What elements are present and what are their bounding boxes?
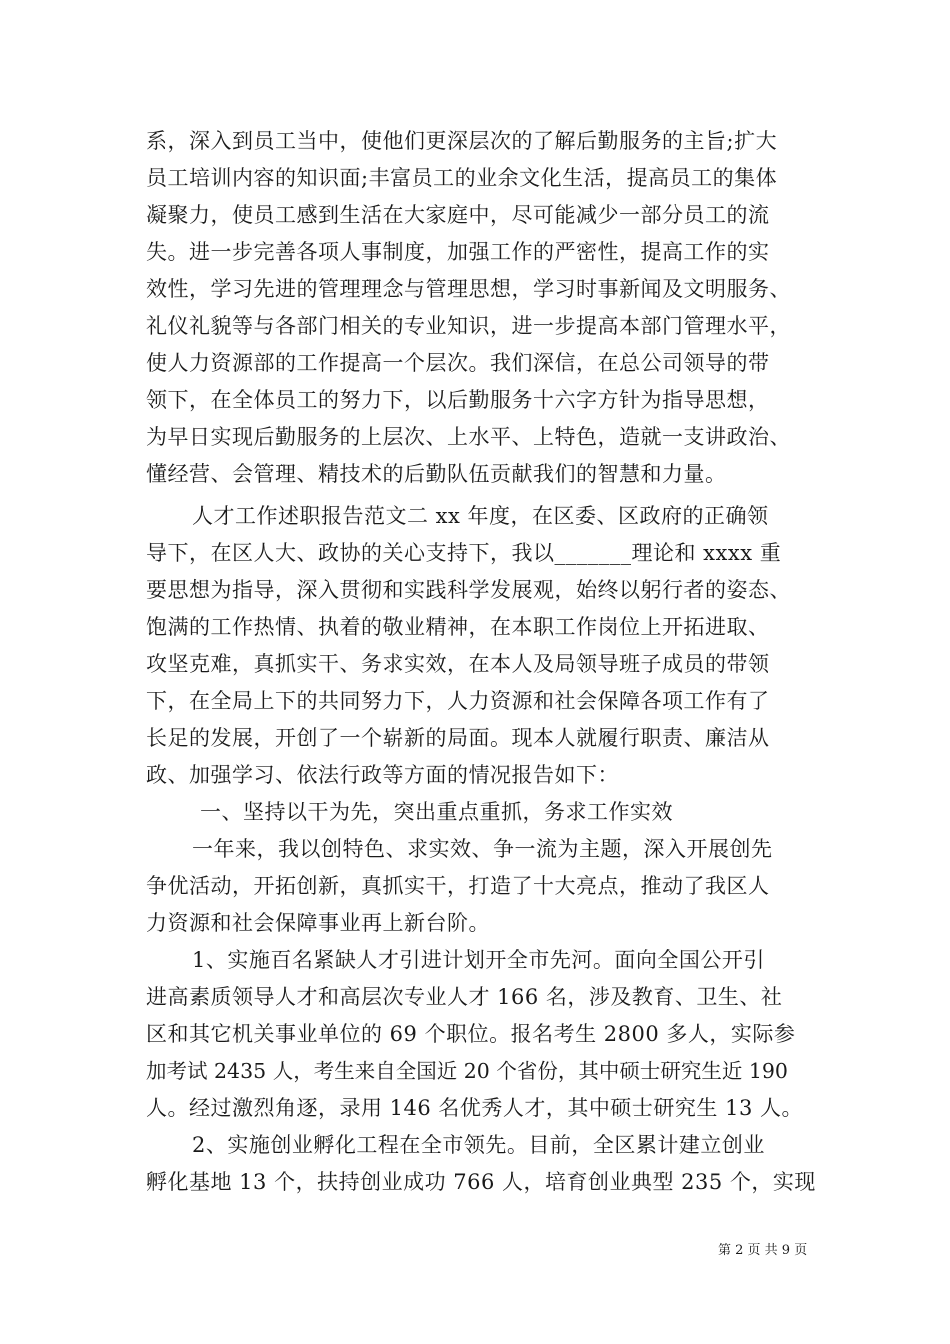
text-line: 懂经营、会管理、精技术的后勤队伍贡献我们的智慧和力量。: [146, 462, 727, 486]
text-line: 领下，在全体员工的努力下，以后勤服务十六字方针为指导思想，: [146, 388, 770, 412]
text-line: 一年来，我以创特色、求实效、争一流为主题，深入开展创先: [192, 837, 773, 861]
text-line: 失。进一步完善各项人事制度，加强工作的严密性，提高工作的实: [146, 240, 770, 264]
text-line: 攻坚克难，真抓实干、务求实效，在本人及局领导班子成员的带领: [146, 652, 770, 676]
text-line: 礼仪礼貌等与各部门相关的专业知识，进一步提高本部门管理水平，: [146, 314, 791, 338]
text-line: 区和其它机关事业单位的 69 个职位。报名考生 2800 多人，实际参: [146, 1022, 796, 1046]
text-line: 加考试 2435 人，考生来自全国近 20 个省份，其中硕士研究生近 190: [146, 1059, 788, 1083]
text-line: 政、加强学习、依法行政等方面的情况报告如下：: [146, 763, 619, 787]
section-heading: 一、坚持以干为先，突出重点重抓，务求工作实效: [200, 800, 673, 824]
text-line: 力资源和社会保障事业再上新台阶。: [146, 911, 490, 935]
text-line: 进高素质领导人才和高层次专业人才 166 名，涉及教育、卫生、社: [146, 985, 783, 1009]
text-line: 孵化基地 13 个，扶持创业成功 766 人，培育创业典型 235 个，实现: [146, 1170, 816, 1194]
page-number-footer: 第 2 页 共 9 页: [718, 1243, 808, 1258]
text-line: 员工培训内容的知识面;丰富员工的业余文化生活，提高员工的集体: [146, 166, 778, 190]
text-line: 为早日实现后勤服务的上层次、上水平、上特色，造就一支讲政治、: [146, 425, 791, 449]
text-line: 争优活动，开拓创新，真抓实干，打造了十大亮点，推动了我区人: [146, 874, 770, 898]
text-line: 使人力资源部的工作提高一个层次。我们深信，在总公司领导的带: [146, 351, 770, 375]
text-line: 1、实施百名紧缺人才引进计划开全市先河。面向全国公开引: [192, 948, 765, 972]
text-line: 2、实施创业孵化工程在全市领先。目前，全区累计建立创业: [192, 1133, 765, 1157]
text-line: 长足的发展，开创了一个崭新的局面。现本人就履行职责、廉洁从: [146, 726, 770, 750]
text-line: 导下，在区人大、政协的关心支持下，我以_______理论和 xxxx 重: [146, 541, 782, 565]
text-line: 下，在全局上下的共同努力下，人力资源和社会保障各项工作有了: [146, 689, 770, 713]
text-line: 人才工作述职报告范文二 xx 年度，在区委、区政府的正确领: [192, 504, 769, 528]
text-line: 要思想为指导，深入贯彻和实践科学发展观，始终以躬行者的姿态、: [146, 578, 791, 602]
text-line: 人。经过激烈角逐，录用 146 名优秀人才，其中硕士研究生 13 人。: [146, 1096, 804, 1120]
text-line: 效性，学习先进的管理理念与管理思想，学习时事新闻及文明服务、: [146, 277, 791, 301]
text-line: 饱满的工作热情、执着的敬业精神，在本职工作岗位上开拓进取、: [146, 615, 770, 639]
text-line: 凝聚力，使员工感到生活在大家庭中，尽可能减少一部分员工的流: [146, 203, 770, 227]
text-line: 系，深入到员工当中，使他们更深层次的了解后勤服务的主旨;扩大: [146, 129, 778, 153]
